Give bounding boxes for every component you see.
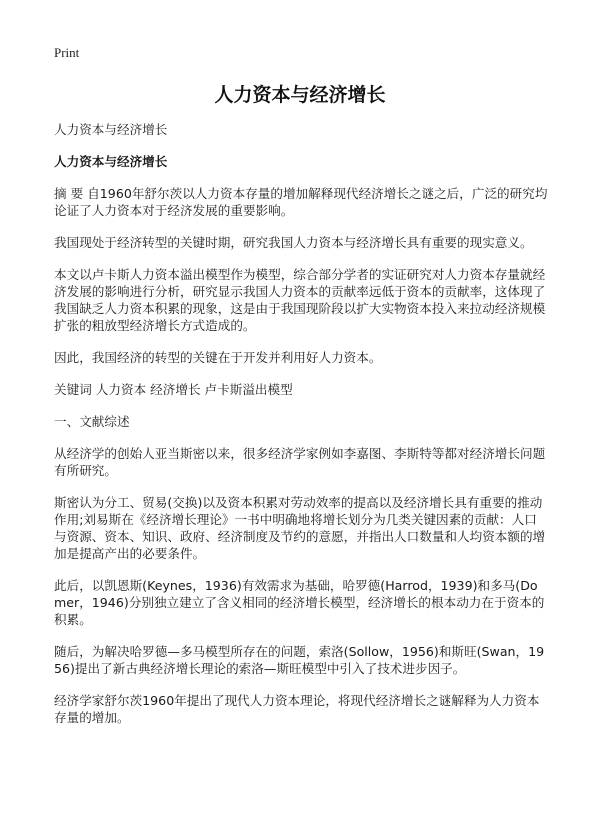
paragraph: 因此，我国经济的转型的关键在于开发并利用好人力资本。 — [54, 350, 382, 365]
paragraph: 随后，为解决哈罗德—多马模型所存在的问题，索洛(Sollow，1956)和斯旺(Swan，1956)提出了新古典经济增长理论的索洛—斯旺模型中引入了技术进步因子。 — [54, 644, 545, 676]
paragraph: 本文以卢卡斯人力资本溢出模型作为模型，综合部分学者的实证研究对人力资本存量就经济发展的影响进行分析，研究显示我国人力资本的贡献率远低于资本的贡献率，这体现了我国缺乏人力资本积累的现象，这是由于我国现阶段以扩大实物资本投入来拉动经济规模扩张的粗放型经济增长方式造成的。 — [54, 267, 546, 333]
breadcrumb: 人力资本与经济增长 — [54, 122, 168, 137]
paragraph: 斯密认为分工、贸易(交换)以及资本积累对劳动效率的提高以及经济增长具有重要的推动作用;刘易斯在《经济增长理论》一书中明确地将增长划分为几类关键因素的贡献：人口与资源、资本、知识、政府、经济制度及节约的意愿，并指出人口数量和人均资本额的增加是提高产出的必要条件。 — [54, 495, 546, 561]
keywords: 关键词 人力资本 经济增长 卢卡斯溢出模型 — [54, 382, 293, 397]
page-title: 人力资本与经济增长 — [214, 84, 386, 106]
paragraph-abstract: 摘 要 自1960年舒尔茨以人力资本存量的增加解释现代经济增长之谜之后，广泛的研究均论证了人力资本对于经济发展的重要影响。 — [54, 186, 548, 218]
section-heading-literature: 一、文献综述 — [54, 414, 130, 429]
paragraph: 我国现处于经济转型的关键时期，研究我国人力资本与经济增长具有重要的现实意义。 — [54, 235, 533, 250]
paragraph: 此后，以凯恩斯(Keynes，1936)有效需求为基础，哈罗德(Harrod，1939)和多马(Domer，1946)分别独立建立了含义相同的经济增长模型，经济增长的根本动力在于资本的积累。 — [54, 578, 545, 627]
section-heading: 人力资本与经济增长 — [54, 154, 168, 169]
paragraph: 从经济学的创始人亚当斯密以来，很多经济学家例如李嘉图、李斯特等都对经济增长问题有所研究。 — [54, 446, 546, 478]
article-body — [54, 121, 548, 741]
print-link[interactable]: Print — [54, 45, 80, 60]
paragraph: 经济学家舒尔茨1960年提出了现代人力资本理论，将现代经济增长之谜解释为人力资本存量的增加。 — [54, 693, 540, 725]
